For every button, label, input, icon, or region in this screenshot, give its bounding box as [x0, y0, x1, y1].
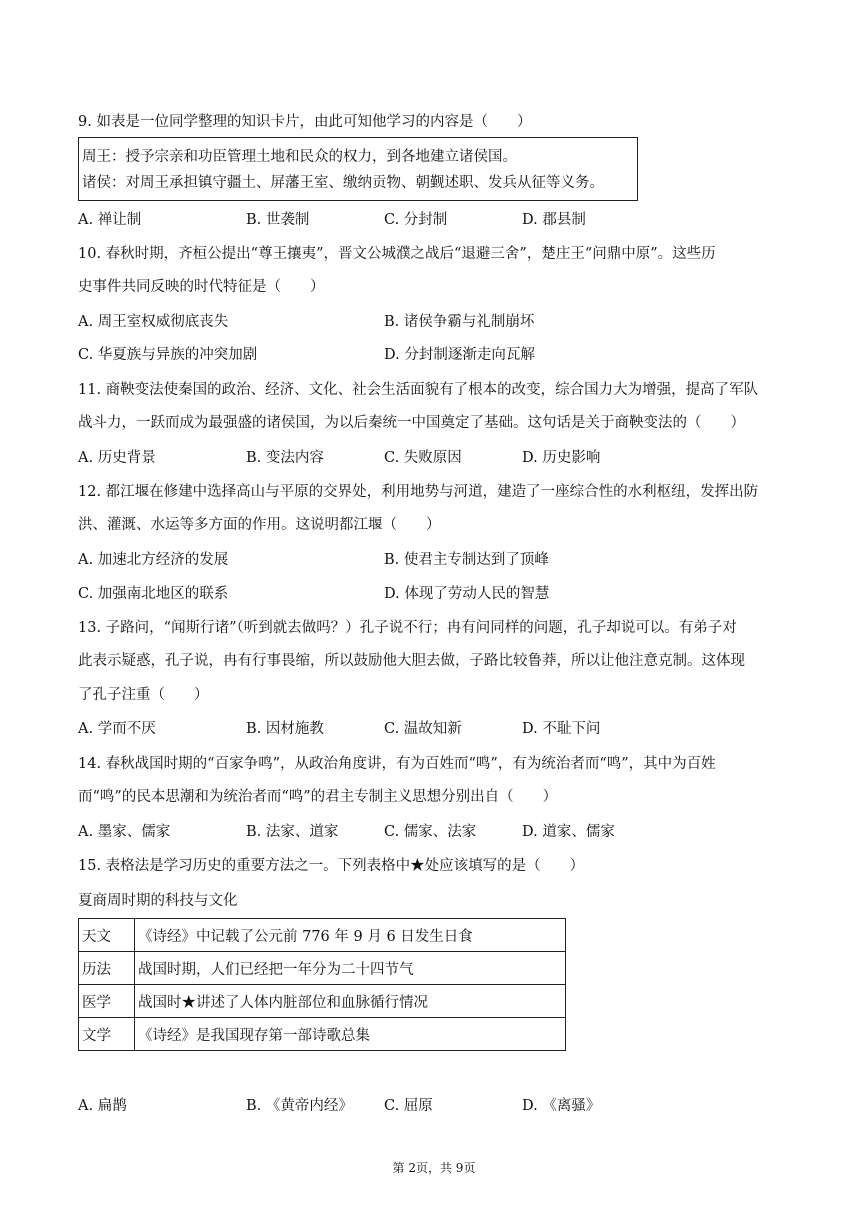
q15-option-a: A. 扁鹊: [78, 1098, 127, 1114]
table-cell-value: 《诗经》中记载了公元前 776 年 9 月 6 日发生日食: [135, 919, 566, 952]
table-row: [79, 919, 566, 952]
table-row: [79, 1018, 566, 1051]
q12-option-a: A. 加速北方经济的发展: [78, 552, 229, 568]
q12-option-d: D. 体现了劳动人民的智慧: [384, 586, 550, 602]
table-cell-key: 医学: [79, 985, 135, 1018]
table-cell-value: 战国时★讲述了人体内脏部位和血脉循行情况: [135, 985, 566, 1018]
q13-stem-line: 13. 子路问，“闻斯行诸”（听到就去做吗？）孔子说不行；冉有问同样的问题，孔子却说可以。有弟子对: [78, 620, 737, 636]
q13-option-b: B. 因材施教: [246, 721, 324, 737]
q9-stem: 9. 如表是一位同学整理的知识卡片，由此可知他学习的内容是（ ）: [78, 114, 532, 130]
q13-stem-line: 了孔子注重（ ）: [78, 687, 209, 703]
q11-option-c: C. 失败原因: [384, 450, 462, 466]
q12-option-c: C. 加强南北地区的联系: [78, 586, 229, 602]
q15-option-c: C. 屈原: [384, 1098, 433, 1114]
q9-option-d: D. 郡县制: [522, 212, 586, 228]
q14-stem-line: 14. 春秋战国时期的“百家争鸣”，从政治角度讲，有为百姓而“鸣”，有为统治者而“鸣”，其中为百姓: [78, 756, 716, 772]
q11-option-d: D. 历史影响: [522, 450, 601, 466]
q10-option-b: B. 诸侯争霸与礼制崩坏: [384, 314, 535, 330]
q12-stem-line: 12. 都江堰在修建中选择高山与平原的交界处，利用地势与河道，建造了一座综合性的水利枢纽，发挥出防: [78, 484, 759, 500]
q10-option-c: C. 华夏族与异族的冲突加剧: [78, 347, 258, 363]
q10-option-d: D. 分封制逐渐走向瓦解: [384, 347, 535, 363]
q14-option-b: B. 法家、道家: [246, 824, 339, 840]
table-cell-key: 历法: [79, 952, 135, 985]
q11-option-a: A. 历史背景: [78, 450, 156, 466]
q11-stem-line: 战斗力，一跃而成为最强盛的诸侯国，为以后秦统一中国奠定了基础。这句话是关于商鞅变法的（ ）: [78, 415, 745, 431]
q13-stem-line: 此表示疑惑，孔子说，冉有行事畏缩，所以鼓励他大胆去做，子路比较鲁莽，所以让他注意克制。这体现: [78, 653, 745, 669]
q14-option-c: C. 儒家、法家: [384, 824, 477, 840]
q10-stem-line: 10. 春秋时期，齐桓公提出“尊王攘夷”，晋文公城濮之战后“退避三舍”，楚庄王“问鼎中原”。这些历: [78, 246, 716, 262]
q10-stem-line: 史事件共同反映的时代特征是（ ）: [78, 279, 325, 295]
table-row: [79, 952, 566, 985]
q9-option-c: C. 分封制: [384, 212, 448, 228]
q9-option-b: B. 世袭制: [246, 212, 310, 228]
q9-option-a: A. 禅让制: [78, 212, 142, 228]
table-row: [79, 985, 566, 1018]
q13-option-c: C. 温故知新: [384, 721, 462, 737]
knowledge-card-line: 诸侯：对周王承担镇守疆土、屏藩王室、缴纳贡物、朝觐述职、发兵从征等义务。: [82, 175, 604, 191]
q13-option-d: D. 不耻下问: [522, 721, 601, 737]
q14-option-d: D. 道家、儒家: [522, 824, 615, 840]
q14-option-a: A. 墨家、儒家: [78, 824, 171, 840]
q14-stem-line: 而“鸣”的民本思潮和为统治者而“鸣”的君主专制主义思想分别出自（ ）: [78, 789, 558, 805]
knowledge-card-line: 周王：授予宗亲和功臣管理土地和民众的权力，到各地建立诸侯国。: [82, 149, 517, 165]
q12-option-b: B. 使君主专制达到了顶峰: [384, 552, 549, 568]
q13-option-a: A. 学而不厌: [78, 721, 156, 737]
page-footer: 第 2页，共 9页: [392, 1161, 476, 1175]
table-cell-key: 文学: [79, 1018, 135, 1051]
table-cell-value: 战国时期，人们已经把一年分为二十四节气: [135, 952, 566, 985]
q11-stem-line: 11. 商鞅变法使秦国的政治、经济、文化、社会生活面貌有了根本的改变，综合国力大为增强，提高了军队: [78, 382, 759, 398]
q12-stem-line: 洪、灌溉、水运等多方面的作用。这说明都江堰（ ）: [78, 517, 441, 533]
table-cell-key: 天文: [79, 919, 135, 952]
q15-stem: 15. 表格法是学习历史的重要方法之一。下列表格中★处应该填写的是（ ）: [78, 858, 585, 874]
q15-option-b: B. 《黄帝内经》: [246, 1098, 353, 1114]
q10-option-a: A. 周王室权威彻底丧失: [78, 314, 229, 330]
table-title: 夏商周时期的科技与文化: [78, 893, 238, 909]
knowledge-card: [78, 137, 638, 201]
science-culture-table: [78, 918, 566, 1051]
table-cell-value: 《诗经》是我国现存第一部诗歌总集: [135, 1018, 566, 1051]
q15-option-d: D. 《离骚》: [522, 1098, 601, 1114]
q11-option-b: B. 变法内容: [246, 450, 324, 466]
